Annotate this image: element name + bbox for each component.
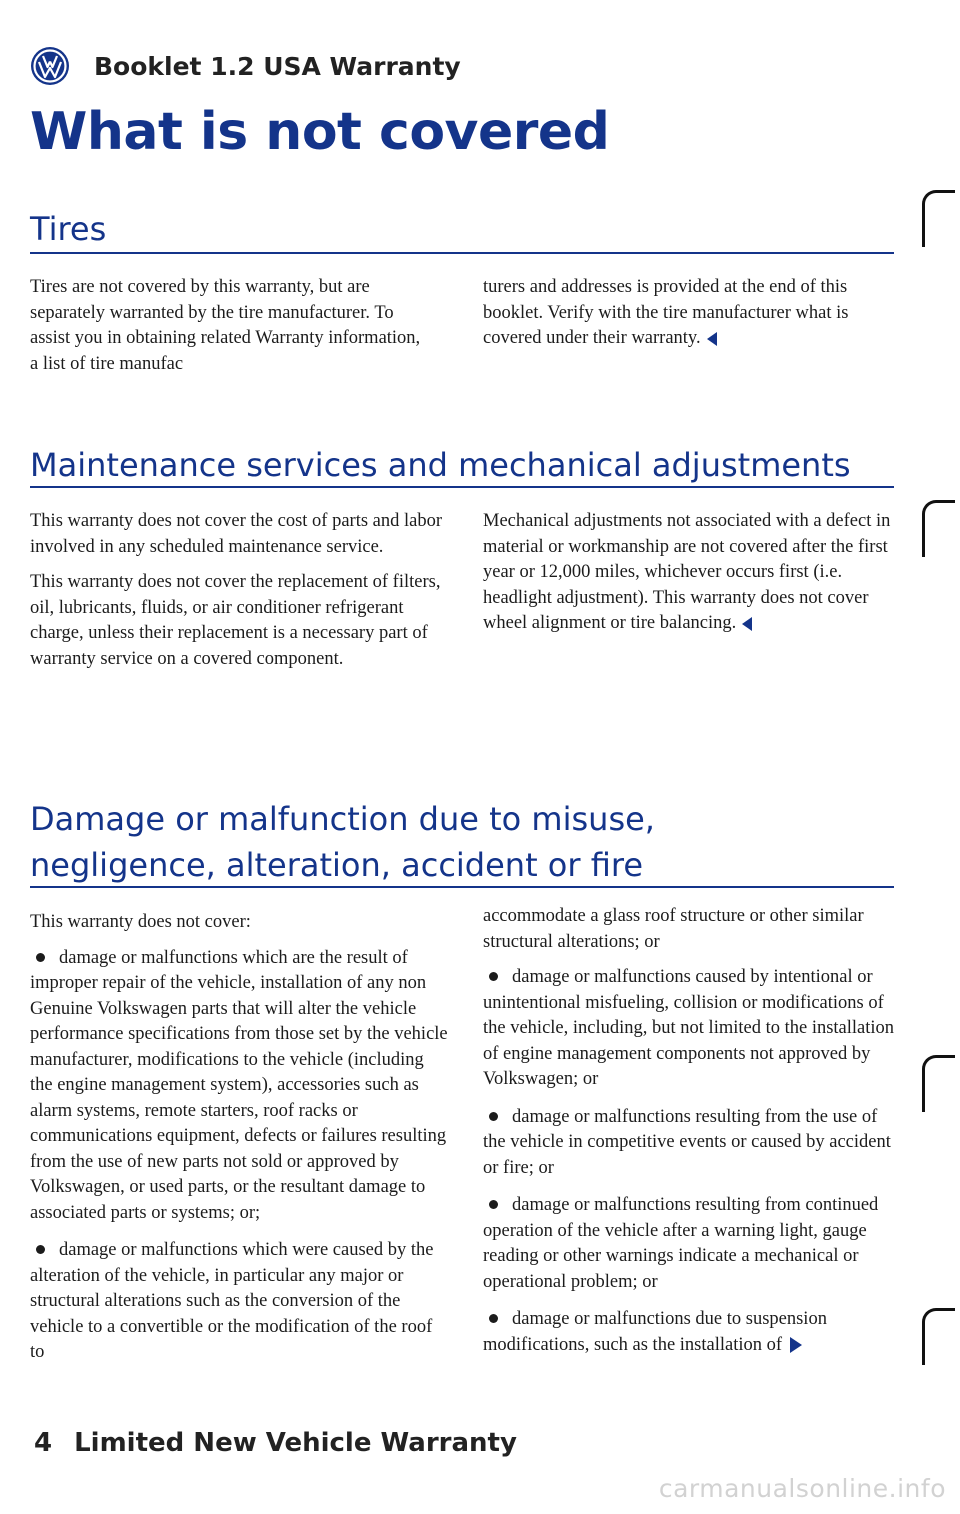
- bullet-item: damage or malfunctions which are the result of improper repair of the vehicle, installation of any non Genuine Volkswagen parts that will alter the vehicle performance specifications from those set by the vehicle manufacturer, modifications to the vehicle (including the engine management system), accessories such as alarm systems, remote starters, roof racks or communications equipment, defects or failures resulting from the use of new parts not sold or approved by Volkswagen, or used parts, or the resultant damage to associated parts or systems; or;: [30, 947, 448, 1223]
- bullet-item: damage or malfunctions resulting from continued operation of the vehicle after a warning light, gauge reading or other warnings indicate a mechanical or operational problem; or: [483, 1195, 879, 1292]
- damage-left-column: [30, 910, 450, 1378]
- margin-tab-mark: [922, 500, 955, 557]
- paragraph: This warranty does not cover the cost of parts and labor involved in any scheduled maintenance service.: [30, 511, 443, 557]
- maintenance-left-column: [30, 509, 450, 682]
- margin-tab-mark: [922, 190, 955, 247]
- tires-left-column: [30, 275, 430, 387]
- bullet-icon: [36, 1245, 45, 1254]
- bullet-icon: [489, 972, 498, 981]
- bullet-icon: [489, 1314, 498, 1323]
- section-title-maintenance: Maintenance services and mechanical adjustments: [30, 446, 851, 484]
- damage-right-column: [483, 904, 895, 1370]
- margin-tab-mark: [922, 1308, 955, 1365]
- end-of-section-icon: [707, 332, 717, 346]
- page-footer: [34, 1428, 517, 1458]
- paragraph: This warranty does not cover the replacement of filters, oil, lubricants, fluids, or air conditioner refrigerant charge, unless their replacement is a necessary part of warranty service on a covered component.: [30, 572, 441, 669]
- bullet-icon: [489, 1200, 498, 1209]
- bullet-item: damage or malfunctions caused by intentional or unintentional misfueling, collision or modifications of the vehicle, including, but not limited to the installation of engine management components not approved by Volkswagen; or: [483, 967, 895, 1089]
- paragraph: Tires are not covered by this warranty, but are separately warranted by the tire manufacturer. To assist you in obtaining related Warranty information, a list of tire manufac: [30, 277, 421, 374]
- bullet-icon: [36, 953, 45, 962]
- end-of-section-icon: [742, 617, 752, 631]
- bullet-item: damage or malfunctions due to suspension modifications, such as the installation of: [483, 1309, 827, 1355]
- bullet-item: damage or malfunctions resulting from the use of the vehicle in competitive events or caused by accident or fire; or: [483, 1106, 891, 1178]
- section-title-tires: Tires: [30, 210, 107, 248]
- footer-title: Limited New Vehicle Warranty: [74, 1428, 517, 1458]
- section-title-damage: Damage or malfunction due to misuse, negligence, alteration, accident or fire: [30, 800, 655, 884]
- continued-text: accommodate a glass roof structure or other similar structural alterations; or: [483, 906, 864, 952]
- bullet-item: damage or malfunctions which were caused by the alteration of the vehicle, in particular any major or structural alterations such as the conversion of the vehicle to a convertible or the modification of the roof to: [30, 1240, 434, 1362]
- tires-right-column: [483, 275, 895, 362]
- booklet-label: Booklet 1.2 USA Warranty: [94, 51, 461, 81]
- margin-tab-mark: [922, 1055, 955, 1112]
- vw-logo-icon: [30, 46, 70, 86]
- section-rule-tires: [30, 252, 894, 254]
- section-rule-maintenance: [30, 486, 894, 488]
- page-number: 4: [34, 1428, 53, 1458]
- paragraph: Mechanical adjustments not associated with a defect in material or workmanship are not covered after the first year or 12,000 miles, whichever occurs first (i.e. headlight adjustment). This warranty does not cover wheel alignment or tire balancing.: [483, 511, 891, 633]
- page-header: [30, 44, 461, 88]
- page-title: What is not covered: [30, 102, 610, 162]
- intro-text: This warranty does not cover:: [30, 912, 251, 932]
- paragraph: turers and addresses is provided at the end of this booklet. Verify with the tire manufacturer what is covered under their warranty.: [483, 277, 849, 348]
- watermark: carmanualsonline.info: [658, 1474, 946, 1503]
- continued-arrow-icon: [790, 1337, 802, 1353]
- section-rule-damage: [30, 886, 894, 888]
- maintenance-right-column: [483, 509, 895, 647]
- bullet-icon: [489, 1112, 498, 1121]
